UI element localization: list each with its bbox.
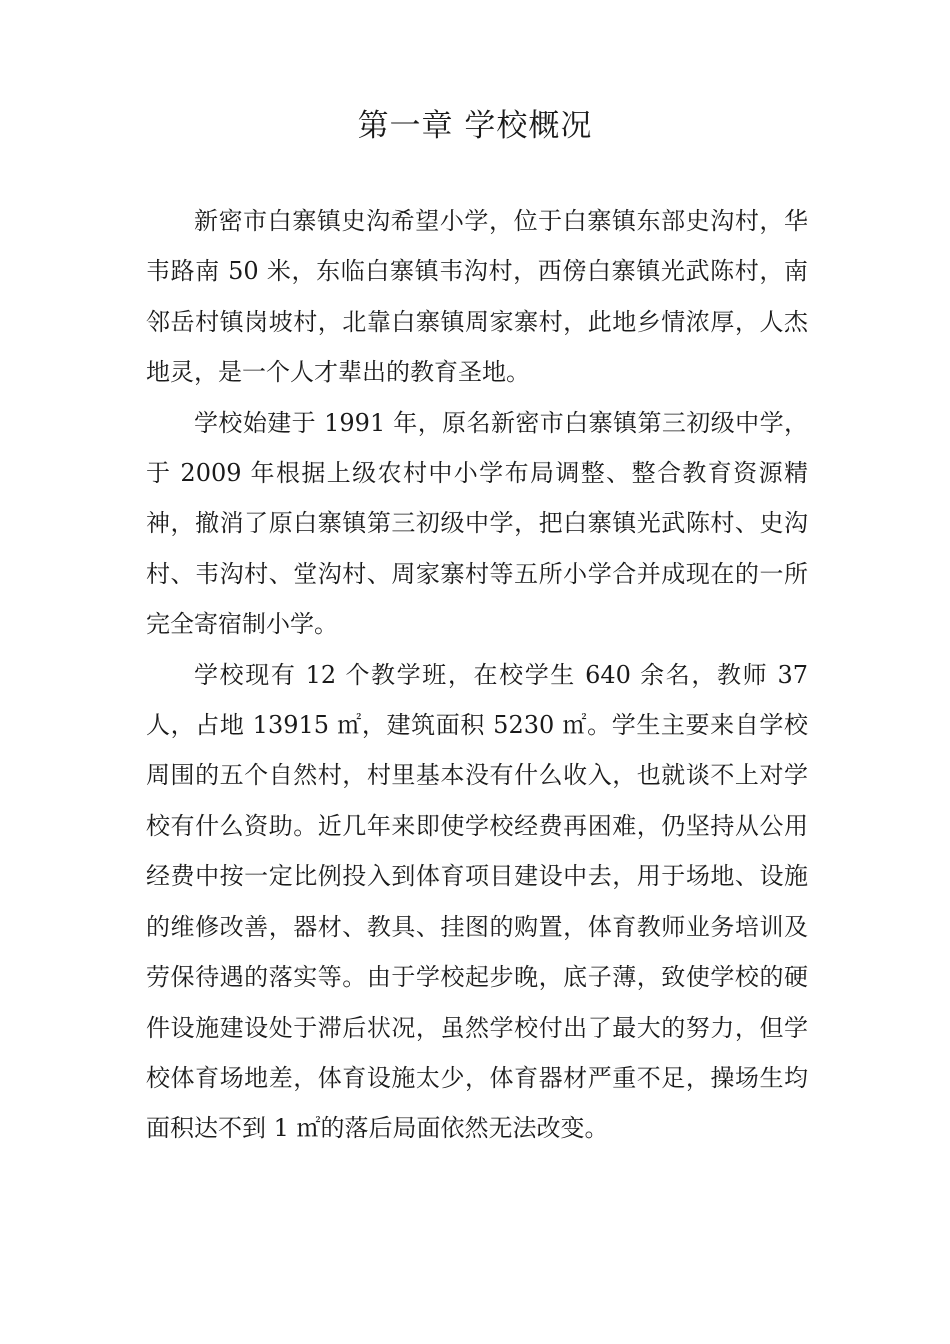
body-text xyxy=(146,196,808,1154)
paragraph-history: 学校始建于 1991 年，原名新密市白寨镇第三初级中学，于 2009 年根据上级农村中小学布局调整、整合教育资源精神，撤消了原白寨镇第三初级中学，把白寨镇光武陈村、史沟村、韦沟村、堂沟村、周家寨村等五所小学合并成现在的一所完全寄宿制小学。 xyxy=(146,408,808,639)
chapter-title: 第一章 学校概况 xyxy=(357,108,593,144)
paragraph-location: 新密市白寨镇史沟希望小学，位于白寨镇东部史沟村，华韦路南 50 米，东临白寨镇韦沟村，西傍白寨镇光武陈村，南邻岳村镇岗坡村，北靠白寨镇周家寨村，此地乡情浓厚，人杰地灵，是一个人才辈出的教育圣地。 xyxy=(146,207,808,387)
paragraph-current-status: 学校现有 12 个教学班，在校学生 640 余名，教师 37 人，占地 13915 ㎡，建筑面积 5230 ㎡。学生主要来自学校周围的五个自然村，村里基本没有什么收入，也就谈不上对学校有什么资助。近几年来即使学校经费再困难，仍坚持从公用经费中按一定比例投入到体育项目建设中去，用于场地、设施的维修改善，器材、教具、挂图的购置，体育教师业务培训及劳保待遇的落实等。由于学校起步晚，底子薄，致使学校的硬件设施建设处于滞后状况，虽然学校付出了最大的努力，但学校体育场地差，体育设施太少，体育器材严重不足，操场生均面积达不到 1 ㎡的落后局面依然无法改变。 xyxy=(146,660,808,1143)
